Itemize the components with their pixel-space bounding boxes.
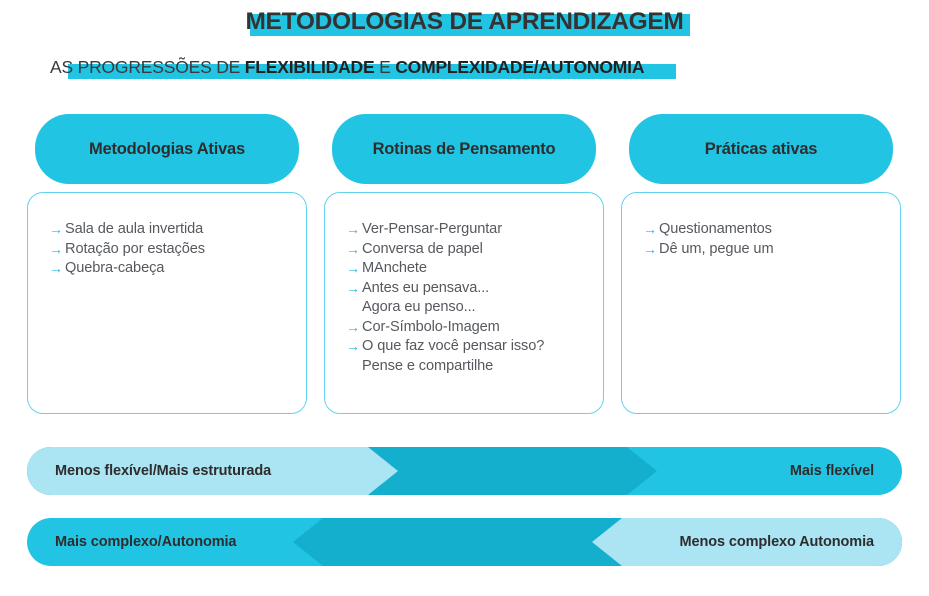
list-item-label: Questionamentos [659,221,772,237]
column-body-metodologias-ativas [27,192,307,414]
arrow-right-icon: → [346,260,360,276]
list-item [346,259,587,279]
flow-bar-flexibility [27,447,902,495]
arrow-right-icon: → [49,260,63,276]
subtitle-bold-complexidade: COMPLEXIDADE/AUTONOMIA [395,57,645,77]
list-item-label: Quebra-cabeça [65,260,165,276]
column-header-metodologias-ativas[interactable]: Metodologias Ativas [35,114,299,184]
methodology-columns [27,114,902,414]
column-praticas-ativas [621,114,901,414]
list-item-label: Sala de aula invertida [65,221,204,237]
page-title-text: METODOLOGIAS DE APRENDIZAGEM [245,8,684,35]
arrow-right-icon: → [346,318,360,335]
list-item [346,240,587,260]
list-item-label: Cor-Símbolo-Imagem [362,318,500,335]
page-subtitle-text [50,57,644,77]
list-item [346,220,587,240]
arrow-right-icon: → [346,240,360,257]
list-item-continuation [346,298,587,318]
column-rotinas-de-pensamento [324,114,604,414]
list-item-label: Dê um, pegue um [659,240,774,257]
flow-bar-complexity-left-label: Mais complexo/Autonomia [55,534,237,550]
arrow-right-icon: → [49,221,63,237]
item-list-rotinas-de-pensamento [346,220,587,376]
arrow-right-icon: → [346,279,360,296]
column-header-praticas-ativas[interactable]: Práticas ativas [629,114,893,184]
list-item-label: Rotação por estações [65,240,205,257]
list-item [49,240,290,260]
list-item-label: Agora eu penso... [362,299,476,315]
list-item [346,318,587,338]
column-metodologias-ativas [27,114,307,414]
subtitle-bold-flexibilidade: FLEXIBILIDADE [244,57,375,77]
list-item [643,220,884,240]
arrow-right-icon: → [49,240,63,257]
list-item [643,240,884,260]
column-body-rotinas-de-pensamento [324,192,604,414]
flow-bar-flexibility-right-label: Mais flexível [789,463,874,479]
column-header-rotinas-de-pensamento[interactable]: Rotinas de Pensamento [332,114,596,184]
list-item-label: Ver-Pensar-Perguntar [362,221,502,237]
arrow-right-icon: → [346,221,360,237]
arrow-right-icon: → [643,240,657,257]
flow-bar-complexity [27,518,902,566]
flow-bar-flexibility-left-label: Menos flexível/Mais estruturada [55,463,272,479]
subtitle-part-1: AS PROGRESSÕES DE [50,57,245,77]
list-item-label: O que faz você pensar isso? [362,338,545,354]
list-item [49,220,290,240]
list-item-continuation [346,357,587,377]
page-subtitle [50,57,644,78]
list-item [346,279,587,299]
list-item-label: Pense e compartilhe [362,357,494,374]
subtitle-part-2: E [374,57,396,77]
list-item [49,259,290,279]
list-item-label: Antes eu pensava... [362,279,490,296]
list-item-label: MAnchete [362,260,427,276]
item-list-praticas-ativas [643,220,884,259]
page-title [0,8,929,36]
flow-bar-complexity-right-label: Menos complexo Autonomia [679,534,874,550]
item-list-metodologias-ativas [49,220,290,279]
arrow-right-icon: → [643,221,657,237]
list-item [346,337,587,357]
arrow-right-icon: → [346,338,360,354]
column-body-praticas-ativas [621,192,901,414]
list-item-label: Conversa de papel [362,240,483,257]
